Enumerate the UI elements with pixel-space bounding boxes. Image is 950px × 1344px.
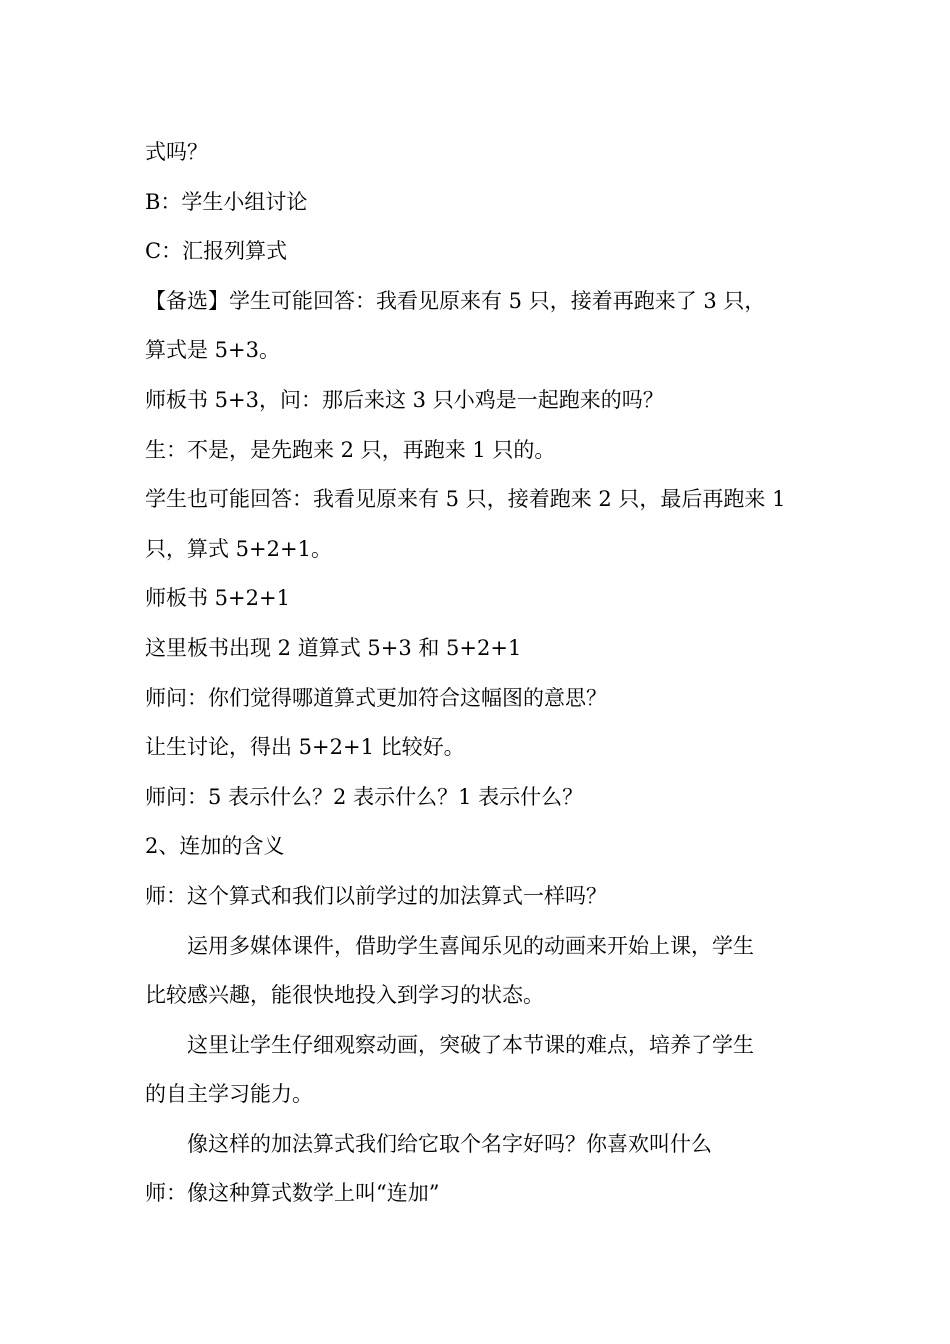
text-line: B：学生小组讨论 bbox=[145, 189, 308, 214]
text-line: 学生也可能回答：我看见原来有 5 只，接着跑来 2 只，最后再跑来 1 bbox=[145, 487, 786, 512]
text-line: 师：这个算式和我们以前学过的加法算式一样吗？ bbox=[145, 883, 607, 908]
indented-paragraph-line: 像这样的加法算式我们给它取个名字好吗？你喜欢叫什么 bbox=[187, 1131, 712, 1156]
text-line: 生：不是，是先跑来 2 只，再跑来 1 只的。 bbox=[145, 437, 556, 462]
text-line: 的自主学习能力。 bbox=[145, 1082, 313, 1107]
text-line: 式吗？ bbox=[145, 140, 208, 164]
indented-paragraph-line: 运用多媒体课件，借助学生喜闻乐见的动画来开始上课，学生 bbox=[187, 933, 754, 958]
text-line: 【备选】学生可能回答：我看见原来有 5 只，接着再跑来了 3 只， bbox=[145, 288, 766, 313]
document-body bbox=[145, 128, 815, 1219]
text-line: 师问：5 表示什么？2 表示什么？1 表示什么？ bbox=[145, 784, 584, 809]
text-line: C：汇报列算式 bbox=[145, 239, 288, 264]
text-line: 师板书 5+2+1 bbox=[145, 586, 290, 611]
text-line: 算式是 5+3。 bbox=[145, 338, 280, 363]
text-line: 师：像这种算式数学上叫“连加” bbox=[145, 1181, 440, 1206]
text-line: 只，算式 5+2+1。 bbox=[145, 536, 332, 561]
section-heading: 2、连加的含义 bbox=[145, 834, 285, 859]
text-line: 这里板书出现 2 道算式 5+3 和 5+2+1 bbox=[145, 635, 522, 660]
text-line: 师板书 5+3，问：那后来这 3 只小鸡是一起跑来的吗？ bbox=[145, 387, 664, 412]
text-line: 让生讨论，得出 5+2+1 比较好。 bbox=[145, 735, 465, 760]
text-line: 师问：你们觉得哪道算式更加符合这幅图的意思？ bbox=[145, 685, 607, 710]
text-line: 比较感兴趣，能很快地投入到学习的状态。 bbox=[145, 983, 544, 1008]
indented-paragraph-line: 这里让学生仔细观察动画，突破了本节课的难点，培养了学生 bbox=[187, 1032, 754, 1057]
